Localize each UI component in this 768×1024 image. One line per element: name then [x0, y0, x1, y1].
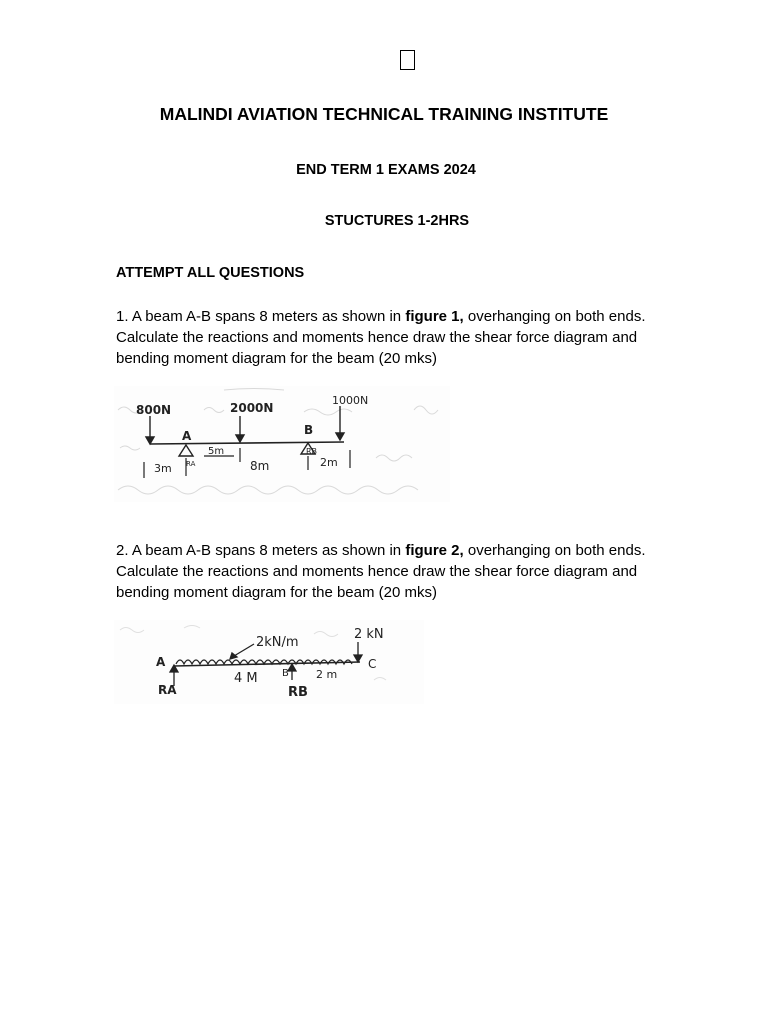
figure-1-sketch	[114, 386, 450, 502]
question-2-figure-ref: figure 2,	[405, 542, 464, 559]
question-1-figure-ref: figure 1,	[405, 308, 464, 325]
institute-title: MALINDI AVIATION TECHNICAL TRAINING INSTITUTE	[159, 104, 609, 124]
reaction-b-label: RB	[306, 447, 318, 456]
reaction-b-label: RB	[288, 685, 308, 700]
support-a-icon	[179, 445, 193, 456]
instructions: ATTEMPT ALL QUESTIONS	[116, 265, 305, 281]
question-2	[116, 540, 661, 603]
reaction-a-label: RA	[186, 460, 196, 468]
support-b-label: B	[304, 423, 314, 437]
support-a-label: A	[182, 429, 192, 443]
question-1	[116, 306, 661, 369]
missing-glyph-icon	[400, 50, 415, 70]
beam	[150, 442, 344, 444]
question-2-suffix: overhanging on both ends. Calculate the reactions and moments hence draw the shear force diagram and bending moment diagram for the beam (20 mks)	[116, 542, 646, 601]
load-left-label: 800N	[136, 403, 172, 417]
figure-2-sketch	[114, 620, 424, 704]
paper-title: STUCTURES 1-2HRS	[324, 213, 470, 229]
question-2-prefix: 2. A beam A-B spans 8 meters as shown in	[116, 542, 406, 559]
reaction-a-label: RA	[158, 683, 177, 697]
exam-title: END TERM 1 EXAMS 2024	[296, 162, 476, 178]
figure-2	[114, 620, 424, 704]
load-right-label: 1000N	[332, 394, 369, 407]
point-load-label: 2 kN	[354, 627, 384, 642]
dim-right-label: 2m	[320, 456, 338, 469]
question-1-suffix: overhanging on both ends. Calculate the reactions and moments hence draw the shear force diagram and bending moment diagram for the beam (20 mks)	[116, 308, 646, 367]
beam	[174, 662, 360, 666]
support-b-label: B	[282, 668, 289, 679]
dim-left-label: 4 M	[234, 671, 258, 686]
dim-span-label: 8m	[250, 459, 270, 473]
dim-mid-label: 5m	[208, 446, 225, 457]
dim-left-label: 3m	[154, 462, 172, 475]
question-1-prefix: 1. A beam A-B spans 8 meters as shown in	[116, 308, 406, 325]
load-mid-label: 2000N	[230, 401, 274, 415]
figure-1	[114, 386, 450, 502]
dim-right-label: 2 m	[316, 668, 338, 681]
udl-label: 2kN/m	[256, 635, 299, 650]
end-c-label: C	[368, 657, 377, 671]
end-a-label: A	[156, 655, 166, 669]
